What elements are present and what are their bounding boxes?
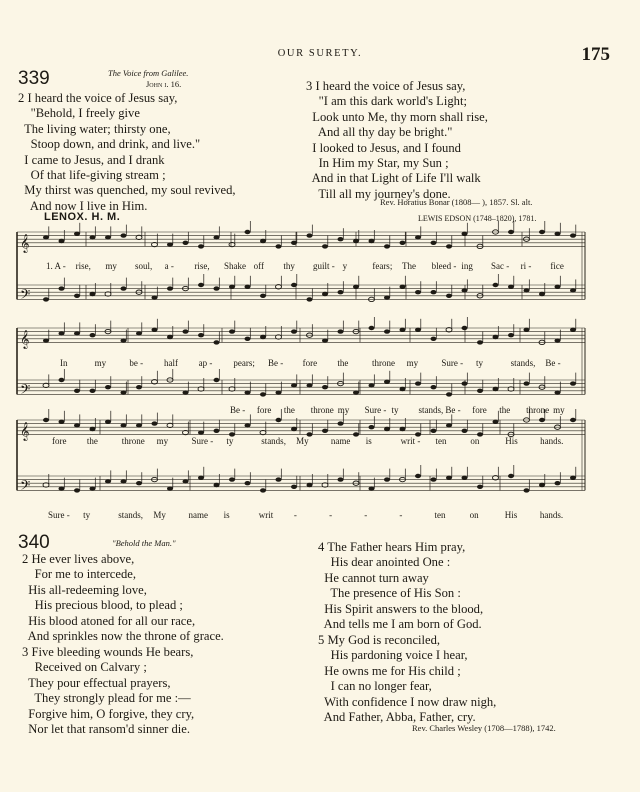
hymn-340-title: "Behold the Man." xyxy=(112,538,176,548)
lyric-syllable: writ - xyxy=(400,436,421,446)
note-head xyxy=(183,241,189,245)
note-head xyxy=(400,285,406,289)
note-head xyxy=(338,329,344,333)
lyric-syllable: throne xyxy=(310,405,334,415)
note-head xyxy=(508,230,514,234)
note-head xyxy=(198,283,204,287)
note-head xyxy=(183,390,189,394)
lyric-syllable: Sac - xyxy=(491,261,510,271)
note-head xyxy=(353,390,359,394)
note-head xyxy=(121,423,127,427)
lyric-syllable: writ xyxy=(258,510,274,520)
lyric-syllable: off xyxy=(253,261,264,271)
note-head xyxy=(446,392,452,396)
note-head xyxy=(415,290,421,294)
note-head xyxy=(229,329,235,333)
lyric-syllable: thy xyxy=(283,261,295,271)
note-head xyxy=(431,337,437,341)
note-head xyxy=(338,421,344,425)
note-head xyxy=(508,285,514,289)
note-head xyxy=(136,423,142,427)
lyric-syllable: name xyxy=(188,510,209,520)
bass-clef: 𝄢 xyxy=(20,381,31,401)
note-head xyxy=(291,427,297,431)
note-head xyxy=(59,239,65,243)
note-head xyxy=(74,423,80,427)
note-head xyxy=(260,488,266,492)
lyric-syllable: my xyxy=(105,261,117,271)
lyric-syllable: Sure - xyxy=(191,436,214,446)
note-head xyxy=(307,297,313,301)
note-head xyxy=(260,392,266,396)
note-head xyxy=(555,232,561,236)
note-head xyxy=(167,335,173,339)
note-head xyxy=(400,241,406,245)
note-head xyxy=(400,387,406,391)
lyric-syllable: be - xyxy=(129,358,144,368)
treble-clef: 𝄞 xyxy=(20,233,30,253)
lyric-syllable: guilt - xyxy=(313,261,335,271)
note-head xyxy=(183,329,189,333)
note-head xyxy=(198,476,204,480)
note-head xyxy=(121,390,127,394)
note-head xyxy=(105,385,111,389)
note-head xyxy=(291,485,297,489)
hymn-340-stanza-5: 5 My God is reconciled, His pardoning voice I hear, He owns me for His child ; I can no longer fear, With confidence I now draw nigh, And Father, Abba, Father, cry. xyxy=(318,633,497,725)
note-head xyxy=(105,420,111,424)
note-head xyxy=(508,474,514,478)
lyric-syllable: Be - xyxy=(445,405,461,415)
lyric-syllable: bleed - xyxy=(431,261,457,271)
note-head xyxy=(121,233,127,237)
page-number: 175 xyxy=(581,44,610,65)
note-head xyxy=(90,292,96,296)
treble-clef: 𝄞 xyxy=(20,329,30,349)
note-head xyxy=(369,486,375,490)
lyric-syllable: hands. xyxy=(540,436,564,446)
note-head xyxy=(105,479,111,483)
note-head xyxy=(198,244,204,248)
note-head xyxy=(74,488,80,492)
hymn-339-author: Rev. Horatius Bonar (1808— ), 1857. Sl. alt. xyxy=(380,197,533,207)
lyric-syllable: ri - xyxy=(520,261,532,271)
note-head xyxy=(524,328,530,332)
note-head xyxy=(415,381,421,385)
note-head xyxy=(276,244,282,248)
lyric-syllable: stands, xyxy=(118,510,144,520)
note-head xyxy=(446,476,452,480)
note-head xyxy=(524,381,530,385)
lyric-syllable: Be - xyxy=(230,405,246,415)
lyric-syllable: ten xyxy=(435,436,447,446)
lyric-syllable: rise, xyxy=(194,261,210,271)
note-head xyxy=(353,239,359,243)
note-head xyxy=(462,326,468,330)
lyric-syllable: is xyxy=(365,436,372,446)
note-head xyxy=(214,429,220,433)
note-head xyxy=(90,486,96,490)
note-head xyxy=(245,230,251,234)
lyric-syllable: My xyxy=(296,436,309,446)
note-head xyxy=(322,429,328,433)
note-head xyxy=(167,486,173,490)
note-head xyxy=(431,477,437,481)
note-head xyxy=(245,285,251,289)
note-head xyxy=(136,481,142,485)
lyric-syllable: y xyxy=(342,261,348,271)
note-head xyxy=(214,286,220,290)
lyric-syllable: Sure - xyxy=(364,405,387,415)
note-head xyxy=(276,390,282,394)
note-head xyxy=(431,241,437,245)
lyric-syllable: throne xyxy=(526,405,550,415)
note-head xyxy=(291,383,297,387)
note-head xyxy=(400,328,406,332)
note-head xyxy=(384,477,390,481)
lyric-syllable: throne xyxy=(372,358,395,368)
lyric-syllable: In xyxy=(60,358,68,368)
note-head xyxy=(307,233,313,237)
note-head xyxy=(291,241,297,245)
note-head xyxy=(245,423,251,427)
note-head xyxy=(90,389,96,393)
hymn-339-scripture: John i. 16. xyxy=(146,79,182,89)
note-head xyxy=(74,232,80,236)
note-head xyxy=(260,294,266,298)
lyric-syllable: - xyxy=(329,510,333,520)
note-head xyxy=(508,333,514,337)
note-head xyxy=(493,387,499,391)
note-head xyxy=(493,335,499,339)
note-head xyxy=(539,418,545,422)
note-head xyxy=(291,283,297,287)
note-head xyxy=(462,429,468,433)
note-head xyxy=(338,290,344,294)
hymn-340-author: Rev. Charles Wesley (1708—1788), 1742. xyxy=(412,723,556,733)
lyric-syllable: Shake xyxy=(224,261,246,271)
note-head xyxy=(90,427,96,431)
note-head xyxy=(353,285,359,289)
lyric-syllable: the xyxy=(337,358,349,368)
hymn-339-title: The Voice from Galilee. xyxy=(108,68,189,78)
note-head xyxy=(74,331,80,335)
note-head xyxy=(214,483,220,487)
treble-clef: 𝄞 xyxy=(20,421,30,441)
note-head xyxy=(229,477,235,481)
note-head xyxy=(136,331,142,335)
note-head xyxy=(90,333,96,337)
note-head xyxy=(322,385,328,389)
lyric-syllable: ty xyxy=(476,358,484,368)
note-head xyxy=(462,381,468,385)
note-head xyxy=(43,297,49,301)
lyric-syllable: - xyxy=(399,510,403,520)
hymn-340-number: 340 xyxy=(18,532,50,553)
note-head xyxy=(198,333,204,337)
note-head xyxy=(43,418,49,422)
note-head xyxy=(353,432,359,436)
note-head xyxy=(214,378,220,382)
note-head xyxy=(384,295,390,299)
note-head xyxy=(524,288,530,292)
note-head xyxy=(570,328,576,332)
note-head xyxy=(384,329,390,333)
note-head xyxy=(462,288,468,292)
tune-composer: LEWIS EDSON (1748–1820), 1781. xyxy=(418,214,537,223)
lyric-syllable: ap - xyxy=(198,358,213,368)
lyric-syllable: Be - xyxy=(545,358,561,368)
note-head xyxy=(152,421,158,425)
note-head xyxy=(121,338,127,342)
note-head xyxy=(276,477,282,481)
lyric-syllable: stands, xyxy=(510,358,536,368)
note-head xyxy=(167,286,173,290)
note-head xyxy=(446,423,452,427)
note-head xyxy=(477,389,483,393)
note-head xyxy=(245,481,251,485)
lyric-syllable: Sure - xyxy=(441,358,464,368)
lyric-syllable: ty xyxy=(226,436,234,446)
note-head xyxy=(43,338,49,342)
lyric-syllable: fore xyxy=(256,405,272,415)
note-head xyxy=(369,425,375,429)
note-head xyxy=(555,390,561,394)
note-head xyxy=(555,285,561,289)
lyric-syllable: the xyxy=(86,436,98,446)
lyric-syllable: on xyxy=(470,436,480,446)
note-head xyxy=(400,427,406,431)
note-head xyxy=(415,474,421,478)
running-title: OUR SURETY. xyxy=(277,48,363,59)
note-head xyxy=(384,380,390,384)
lyric-syllable: fears; xyxy=(372,261,393,271)
lyric-syllable: is xyxy=(223,510,230,520)
note-head xyxy=(369,239,375,243)
note-head xyxy=(245,337,251,341)
lyric-syllable: my xyxy=(156,436,169,446)
note-head xyxy=(493,420,499,424)
note-head xyxy=(307,483,313,487)
note-head xyxy=(152,295,158,299)
note-head xyxy=(477,340,483,344)
note-head xyxy=(446,244,452,248)
lyric-syllable: my xyxy=(553,405,565,415)
note-head xyxy=(462,232,468,236)
lyric-syllable: fore xyxy=(302,358,318,368)
note-head xyxy=(183,479,189,483)
lyric-syllable: my xyxy=(94,358,107,368)
note-head xyxy=(276,418,282,422)
note-head xyxy=(570,418,576,422)
lyric-syllable: rise, xyxy=(75,261,91,271)
lyric-syllable: ten xyxy=(434,510,446,520)
lyric-syllable: 1. A - xyxy=(46,261,66,271)
note-head xyxy=(431,290,437,294)
note-head xyxy=(59,486,65,490)
note-head xyxy=(462,476,468,480)
lyric-syllable: on xyxy=(469,510,479,520)
note-head xyxy=(322,244,328,248)
lyric-syllable: half xyxy=(164,358,178,368)
note-head xyxy=(136,385,142,389)
note-head xyxy=(43,235,49,239)
note-head xyxy=(121,479,127,483)
lyric-syllable: the xyxy=(499,405,511,415)
note-head xyxy=(59,286,65,290)
note-head xyxy=(59,378,65,382)
lyric-syllable: a - xyxy=(164,261,174,271)
lyric-syllable: stands, xyxy=(418,405,444,415)
note-head xyxy=(105,235,111,239)
note-head xyxy=(59,331,65,335)
note-head xyxy=(167,242,173,246)
lyric-syllable: pears; xyxy=(233,358,255,368)
note-head xyxy=(322,292,328,296)
lyric-syllable: stands, xyxy=(261,436,286,446)
lyric-syllable: fore xyxy=(52,436,67,446)
note-head xyxy=(384,244,390,248)
note-head xyxy=(493,283,499,287)
note-head xyxy=(570,233,576,237)
note-head xyxy=(477,485,483,489)
note-head xyxy=(74,294,80,298)
lyric-syllable: The xyxy=(402,261,416,271)
note-head xyxy=(260,335,266,339)
lyric-syllable: name xyxy=(330,436,351,446)
tune-name: LENOX. H. M. xyxy=(44,211,121,223)
note-head xyxy=(384,427,390,431)
hymn-340-stanza-2: 2 He ever lives above, For me to intercede, His all-redeeming love, His precious blood, to plead ; His blood atoned for all our race, And sprinkles now the throne of grace. xyxy=(22,552,224,644)
lyric-syllable: His xyxy=(505,436,518,446)
note-head xyxy=(245,390,251,394)
note-head xyxy=(415,235,421,239)
lyric-syllable: the xyxy=(283,405,295,415)
note-head xyxy=(446,294,452,298)
note-head xyxy=(539,230,545,234)
lyric-syllable: Sure - xyxy=(48,510,70,520)
note-head xyxy=(431,385,437,389)
note-head xyxy=(74,389,80,393)
note-head xyxy=(570,288,576,292)
note-head xyxy=(431,429,437,433)
note-head xyxy=(338,237,344,241)
lyric-syllable: hands. xyxy=(539,510,564,520)
hymn-339-stanza-2: 2 I heard the voice of Jesus say, "Behold, I freely give The living water; thirsty one, Stoop down, and drink, and live." I came to Jesus, and I drank Of that life-giving stream ; My thirst was quenched, my soul revived, And now I live in Him. xyxy=(18,91,236,213)
note-head xyxy=(198,430,204,434)
lyric-syllable: - xyxy=(364,510,368,520)
hymn-339-number: 339 xyxy=(18,68,50,89)
note-head xyxy=(307,383,313,387)
note-head xyxy=(415,328,421,332)
note-head xyxy=(369,383,375,387)
note-head xyxy=(152,328,158,332)
lyric-syllable: Be - xyxy=(268,358,284,368)
lyric-syllable: my xyxy=(406,358,419,368)
note-head xyxy=(214,340,220,344)
hymn-339-stanza-3: 3 I heard the voice of Jesus say, "I am this dark world's Light; Look unto Me, thy morn shall rise, And all thy day be bright." I looked to Jesus, and I found In Him my Star, my Sun ; And in that Light of Life I'll walk Till all my journey's done. xyxy=(306,79,488,201)
lyric-syllable: My xyxy=(153,510,166,520)
note-head xyxy=(369,326,375,330)
note-head xyxy=(291,329,297,333)
note-head xyxy=(539,292,545,296)
note-head xyxy=(555,338,561,342)
note-head xyxy=(214,235,220,239)
note-head xyxy=(570,381,576,385)
lyric-syllable: ty xyxy=(83,510,91,520)
note-head xyxy=(539,483,545,487)
note-head xyxy=(555,481,561,485)
lyric-syllable: ing xyxy=(461,261,473,271)
lyric-syllable: His xyxy=(504,510,518,520)
note-head xyxy=(229,285,235,289)
bass-clef: 𝄢 xyxy=(20,477,31,497)
note-head xyxy=(90,235,96,239)
lyric-syllable: throne xyxy=(121,436,145,446)
note-head xyxy=(322,338,328,342)
lyric-syllable: fore xyxy=(472,405,487,415)
note-head xyxy=(260,239,266,243)
note-head xyxy=(59,420,65,424)
hymn-340-stanza-4: 4 The Father hears Him pray, His dear anointed One : He cannot turn away The presence of His Son : His Spirit answers to the blood, And tells me I am born of God. xyxy=(318,540,484,632)
hymn-340-stanza-3: 3 Five bleeding wounds He bears, Received on Calvary ; They pour effectual prayers, They strongly plead for me :— Forgive him, O forgive, they cry, Nor let that ransom'd sinner die. xyxy=(22,645,195,737)
lyric-syllable: - xyxy=(293,510,297,520)
lyric-syllable: my xyxy=(337,405,350,415)
note-head xyxy=(121,286,127,290)
lyric-syllable: fice xyxy=(550,261,564,271)
bass-clef: 𝄢 xyxy=(20,286,31,306)
note-head xyxy=(338,477,344,481)
note-head xyxy=(524,488,530,492)
lyric-syllable: ty xyxy=(391,405,399,415)
lyric-syllable: soul, xyxy=(135,261,153,271)
note-head xyxy=(570,476,576,480)
